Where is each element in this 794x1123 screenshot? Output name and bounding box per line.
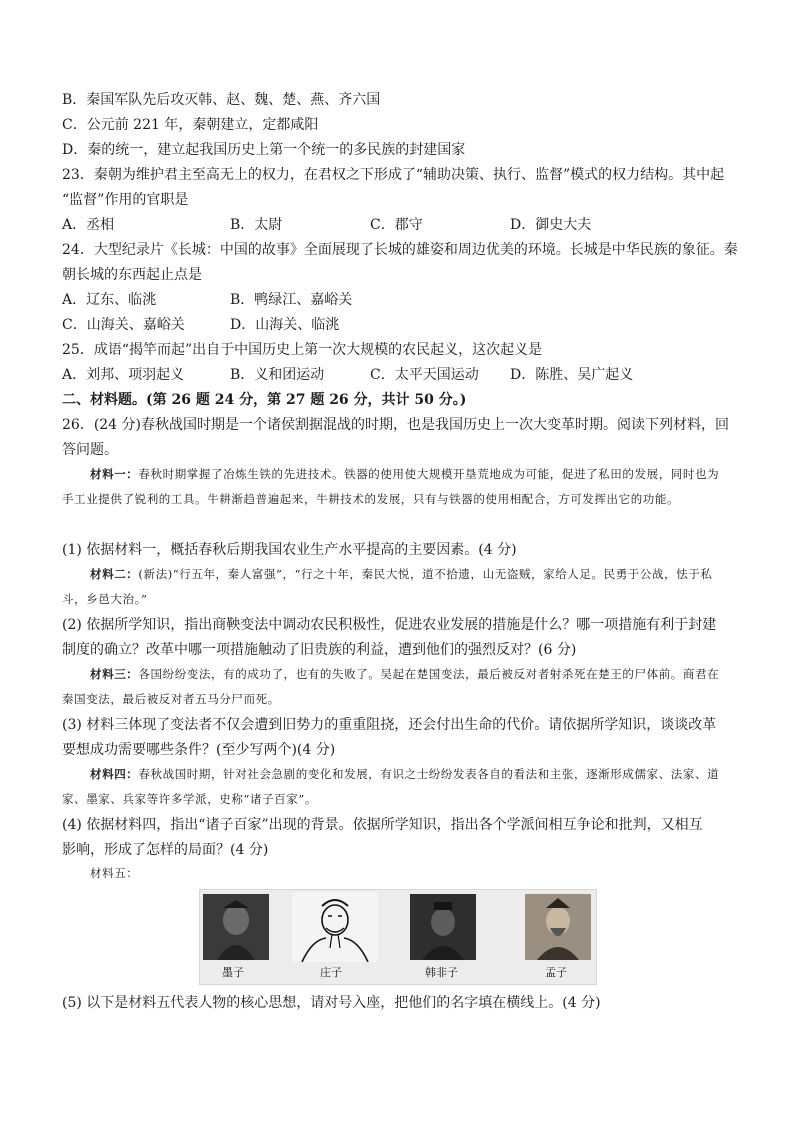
q22-option-c: C．公元前 221 年，秦朝建立，定都咸阳 xyxy=(62,117,319,133)
q23-option-b: B．太尉 xyxy=(230,217,283,233)
q26-stem-line1: 26．(24 分)春秋战国时期是一个诸侯割据混战的时期，也是我国历史上一次大变革时期。阅读下列材料，回 xyxy=(62,417,730,433)
q25-stem: 25．成语“揭竿而起”出自于中国历史上第一次大规模的农民起义，这次起义是 xyxy=(62,342,543,358)
q26-sub3-line2: 要想成功需要哪些条件？(至少写两个)(4 分) xyxy=(62,742,336,758)
material-4-text: 春秋战国时期，针对社会急剧的变化和发展，有识之士纷纷发表各自的看法和主张，逐渐形成儒家、法家、道家、墨家、兵家等许多学派，史称“诸子百家”。 xyxy=(62,767,720,806)
q23-stem-line1: 23．秦朝为维护君主至高无上的权力，在君权之下形成了“辅助决策、执行、监督”模式的权力结构。其中起 xyxy=(62,167,725,183)
q23-option-d: D．御史大夫 xyxy=(510,217,592,233)
q24-option-a: A．辽东、临洮 xyxy=(62,292,157,308)
q24-option-d: D．山海关、临洮 xyxy=(230,317,340,333)
zhuangzi-caption: 庄子 xyxy=(320,966,342,979)
material-3 xyxy=(62,662,730,712)
material-1-label: 材料一： xyxy=(90,467,139,481)
q22-option-b: B．秦国军队先后攻灭韩、赵、魏、楚、燕、齐六国 xyxy=(62,92,381,108)
material-1-text: 春秋时期掌握了冶炼生铁的先进技术。铁器的使用使大规模开垦荒地成为可能，促进了私田的发展，同时也为手工业提供了锐利的工具。牛耕渐趋普遍起来，牛耕技术的发展，只有与铁器的使用相配合，方可发挥出它的功能。 xyxy=(62,467,720,506)
q26-sub2-line2: 制度的确立？改革中哪一项措施触动了旧贵族的利益，遭到他们的强烈反对？(6 分) xyxy=(62,642,577,658)
q26-sub5: (5) 以下是材料五代表人物的核心思想，请对号入座，把他们的名字填在横线上。(4 分) xyxy=(62,995,601,1011)
q26-sub4-line2: 影响，形成了怎样的局面？(4 分) xyxy=(62,842,269,858)
material-1 xyxy=(62,462,730,512)
mozi-caption: 墨子 xyxy=(222,966,244,979)
mozi-portrait xyxy=(203,894,269,960)
hanfeizi-portrait xyxy=(410,894,476,960)
material-2-label: 材料二： xyxy=(90,567,139,581)
q26-sub4-line1: (4) 依据材料四，指出“诸子百家”出现的背景。依据所学知识，指出各个学派间相互争论和批判，又相互 xyxy=(62,817,703,833)
q23-option-c: C．郡守 xyxy=(370,217,423,233)
q25-option-b: B．义和团运动 xyxy=(230,367,325,383)
material-3-label: 材料三： xyxy=(90,667,139,681)
mencius-portrait xyxy=(525,894,591,960)
q24-option-b: B．鸭绿江、嘉峪关 xyxy=(230,292,353,308)
material-2-text: (新法)“行五年，秦人富强”，“行之十年，秦民大悦，道不拾遗，山无盗贼，家给人足。民勇于公战，怯于私斗，乡邑大治。” xyxy=(62,567,713,606)
material-5-label: 材料五： xyxy=(90,866,139,880)
q25-option-d: D．陈胜、吴广起义 xyxy=(510,367,634,383)
portraits-figure xyxy=(199,889,597,985)
q25-option-c: C．太平天国运动 xyxy=(370,367,479,383)
q26-sub3-line1: (3) 材料三体现了变法者不仅会遭到旧势力的重重阻挠，还会付出生命的代价。请依据所学知识，谈谈改革 xyxy=(62,717,717,733)
q23-stem-line2: “监督”作用的官职是 xyxy=(62,192,189,208)
zhuangzi-portrait xyxy=(292,892,378,962)
q25-option-a: A．刘邦、项羽起义 xyxy=(62,367,185,383)
q24-option-c: C．山海关、嘉峪关 xyxy=(62,317,185,333)
q26-sub2-line1: (2) 依据所学知识，指出商鞅变法中调动农民积极性，促进农业发展的措施是什么？哪一项措施有利于封建 xyxy=(62,617,717,633)
material-4-label: 材料四： xyxy=(90,767,139,781)
material-3-text: 各国纷纷变法，有的成功了，也有的失败了。吴起在楚国变法，最后被反对者射杀死在楚王的尸体前。商君在秦国变法，最后被反对者五马分尸而死。 xyxy=(62,667,720,706)
mencius-caption: 孟子 xyxy=(545,966,567,979)
q22-option-d: D．秦的统一，建立起我国历史上第一个统一的多民族的封建国家 xyxy=(62,142,466,158)
q24-stem-line1: 24．大型纪录片《长城：中国的故事》全面展现了长城的雄姿和周边优美的环境。长城是中华民族的象征。秦 xyxy=(62,242,738,258)
q24-stem-line2: 朝长城的东西起止点是 xyxy=(62,267,202,283)
hanfeizi-caption: 韩非子 xyxy=(425,966,458,979)
q26-sub1: (1) 依据材料一，概括春秋后期我国农业生产水平提高的主要因素。(4 分) xyxy=(62,542,517,558)
material-4 xyxy=(62,762,730,812)
q26-stem-line2: 答问题。 xyxy=(62,442,118,458)
material-2 xyxy=(62,562,730,612)
section2-heading: 二、材料题。(第 26 题 24 分，第 27 题 26 分，共计 50 分。) xyxy=(62,392,467,408)
q23-option-a: A．丞相 xyxy=(62,217,115,233)
